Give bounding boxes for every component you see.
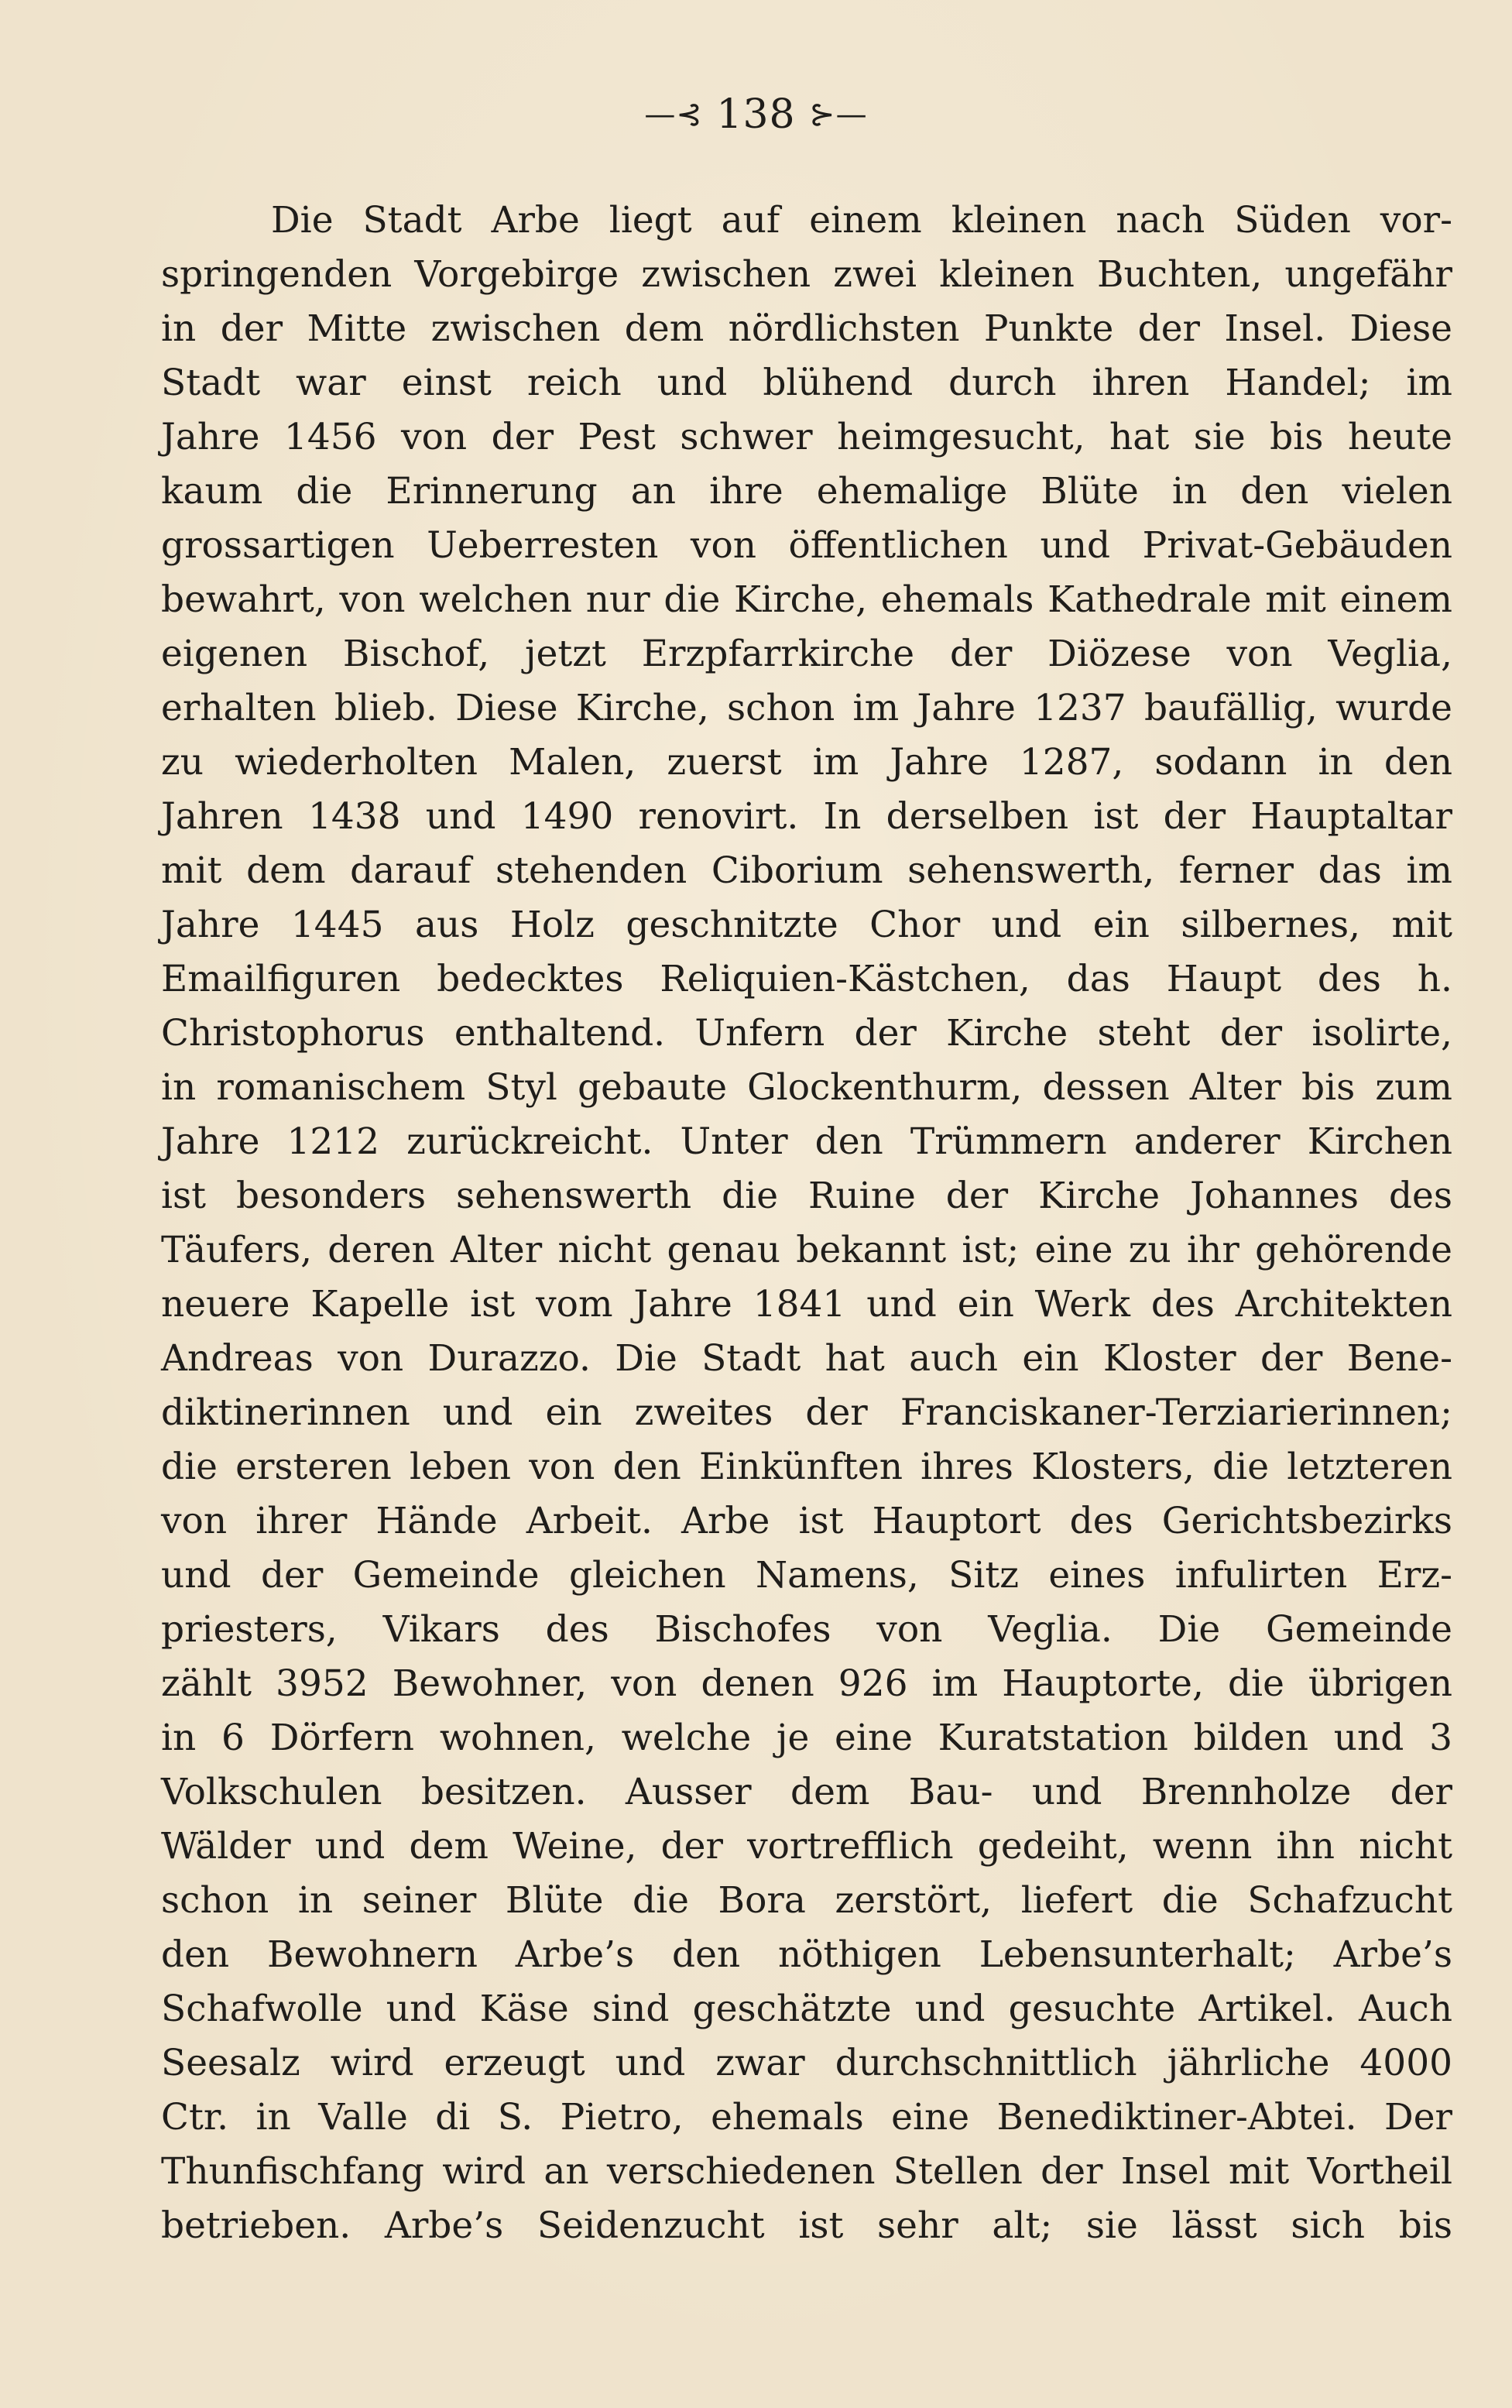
text-line: Die Stadt Arbe liegt auf einem kleinen nach Süden vor- (271, 199, 1452, 242)
text-line: springenden Vorgebirge zwischen zwei kleinen Buchten, ungefähr (161, 253, 1452, 296)
text-line: Jahre 1445 aus Holz geschnitzte Chor und ein silbernes, mit (161, 904, 1452, 946)
text-line: Täufers, deren Alter nicht genau bekannt ist; eine zu ihr gehörende (161, 1229, 1452, 1271)
text-line: Volkschulen besitzen. Ausser dem Bau- und Brennholze der (161, 1771, 1452, 1813)
text-line: ist besonders sehenswerth die Ruine der Kirche Johannes des (161, 1175, 1452, 1217)
text-line: und der Gemeinde gleichen Namens, Sitz eines infulirten Erz- (161, 1554, 1452, 1597)
text-line: erhalten blieb. Diese Kirche, schon im Jahre 1237 baufällig, wurde (161, 687, 1452, 729)
text-line: Thunfischfang wird an verschiedenen Stellen der Insel mit Vortheil (161, 2150, 1452, 2193)
text-line: in 6 Dörfern wohnen, welche je eine Kuratstation bilden und 3 (161, 1717, 1452, 1759)
page-header (0, 91, 1512, 138)
text-line: den Bewohnern Arbe’s den nöthigen Lebensunterhalt; Arbe’s (161, 1933, 1452, 1976)
text-line: Andreas von Durazzo. Die Stadt hat auch ein Kloster der Bene- (161, 1337, 1452, 1380)
text-line: diktinerinnen und ein zweites der Franciskaner-Terziarierinnen; (161, 1391, 1452, 1434)
text-line: Jahren 1438 und 1490 renovirt. In derselben ist der Hauptaltar (161, 795, 1452, 838)
text-line: grossartigen Ueberresten von öffentlichen und Privat-Gebäuden (161, 524, 1452, 567)
text-line: schon in seiner Blüte die Bora zerstört, liefert die Schafzucht (161, 1879, 1452, 1922)
text-line: zählt 3952 Bewohner, von denen 926 im Hauptorte, die übrigen (161, 1662, 1452, 1705)
text-line: von ihrer Hände Arbeit. Arbe ist Hauptort des Gerichtsbezirks (161, 1500, 1452, 1542)
text-line: betrieben. Arbe’s Seidenzucht ist sehr alt; sie lässt sich bis (161, 2204, 1452, 2247)
text-line: priesters, Vikars des Bischofes von Veglia. Die Gemeinde (161, 1608, 1452, 1651)
text-line: Jahre 1456 von der Pest schwer heimgesucht, hat sie bis heute (161, 416, 1452, 458)
body-text (161, 194, 1452, 2253)
text-line: in romanischem Styl gebaute Glockenthurm, dessen Alter bis zum (161, 1066, 1452, 1109)
text-line: Ctr. in Valle di S. Pietro, ehemals eine Benediktiner-Abtei. Der (161, 2096, 1452, 2139)
text-line: Stadt war einst reich und blühend durch ihren Handel; im (161, 362, 1452, 404)
text-line: Jahre 1212 zurückreicht. Unter den Trümmern anderer Kirchen (161, 1120, 1452, 1163)
text-line: bewahrt, von welchen nur die Kirche, ehemals Kathedrale mit einem (161, 578, 1452, 621)
text-line: Schafwolle und Käse sind geschätzte und gesuchte Artikel. Auch (161, 1988, 1452, 2030)
text-line: die ersteren leben von den Einkünften ihres Klosters, die letzteren (161, 1446, 1452, 1488)
text-line: in der Mitte zwischen dem nördlichsten Punkte der Insel. Diese (161, 307, 1452, 350)
text-line: kaum die Erinnerung an ihre ehemalige Blüte in den vielen (161, 470, 1452, 513)
left-ornament: —⊰ (644, 97, 703, 132)
text-line: zu wiederholten Malen, zuerst im Jahre 1287, sodann in den (161, 741, 1452, 784)
text-line: mit dem darauf stehenden Ciborium sehenswerth, ferner das im (161, 849, 1452, 892)
text-line: neuere Kapelle ist vom Jahre 1841 und ein Werk des Architekten (161, 1283, 1452, 1326)
text-line: eigenen Bischof, jetzt Erzpfarrkirche der Diözese von Veglia, (161, 633, 1452, 675)
text-line: Wälder und dem Weine, der vortrefflich gedeiht, wenn ihn nicht (161, 1825, 1452, 1868)
right-ornament: ⊱— (809, 97, 868, 132)
text-line: Seesalz wird erzeugt und zwar durchschnittlich jährliche 4000 (161, 2042, 1452, 2084)
page-number: 138 (716, 91, 796, 138)
text-line: Christophorus enthaltend. Unfern der Kirche steht der isolirte, (161, 1012, 1452, 1055)
text-line: Emailfiguren bedecktes Reliquien-Kästchen, das Haupt des h. (161, 958, 1452, 1000)
